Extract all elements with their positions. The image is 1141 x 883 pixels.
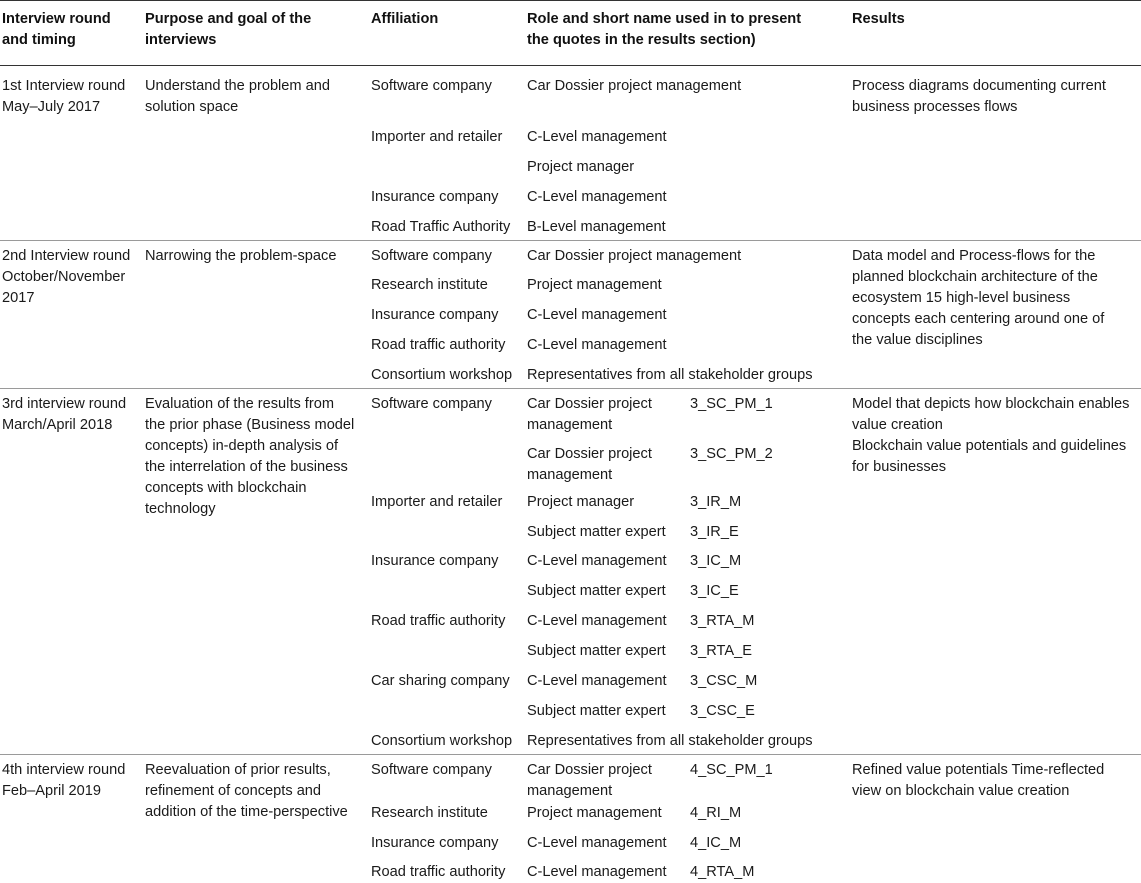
role-cell: Subject matter expert bbox=[527, 703, 666, 719]
role-cell: Subject matter expert bbox=[527, 643, 666, 659]
role-cell: B-Level management bbox=[527, 219, 666, 235]
short-name-cell: 3_IR_E bbox=[690, 524, 739, 540]
short-name-cell: 3_RTA_E bbox=[690, 643, 752, 659]
role-cell: C-Level management bbox=[527, 835, 667, 851]
round-2-divider bbox=[0, 388, 1141, 389]
role-cell: C-Level management bbox=[527, 864, 667, 880]
short-name-cell: 3_IC_E bbox=[690, 583, 739, 599]
round-4-purpose: Reevaluation of prior results, refinement of concepts and addition of the time-perspective bbox=[145, 762, 348, 820]
round-3-purpose: Evaluation of the results from the prior phase (Business model concepts) in-depth analysis of the interrelation of the business concepts with blockchain technology bbox=[145, 396, 355, 517]
affiliation-cell: Importer and retailer bbox=[371, 494, 503, 510]
short-name-cell: 4_RI_M bbox=[690, 805, 742, 821]
round-1-results: Process diagrams documenting current business processes flows bbox=[852, 78, 1106, 115]
short-name-cell: 3_IR_M bbox=[690, 494, 742, 510]
role-cell: Project management bbox=[527, 277, 662, 293]
header-results: Results bbox=[852, 11, 905, 27]
affiliation-cell: Road traffic authority bbox=[371, 864, 506, 880]
role-cell: C-Level management bbox=[527, 189, 667, 205]
affiliation-cell: Car sharing company bbox=[371, 673, 510, 689]
role-cell: Car Dossier project management bbox=[527, 762, 652, 799]
affiliation-cell: Software company bbox=[371, 396, 492, 412]
round-2-purpose: Narrowing the problem-space bbox=[145, 248, 337, 264]
round-3-divider bbox=[0, 754, 1141, 755]
short-name-cell: 3_SC_PM_2 bbox=[690, 446, 773, 462]
role-cell: Representatives from all stakeholder groups bbox=[527, 367, 813, 383]
affiliation-cell: Road Traffic Authority bbox=[371, 219, 511, 235]
role-cell: Project management bbox=[527, 805, 662, 821]
affiliation-cell: Insurance company bbox=[371, 835, 499, 851]
affiliation-cell: Research institute bbox=[371, 805, 488, 821]
round-1-purpose: Understand the problem and solution space bbox=[145, 78, 330, 115]
round-4-timing: 4th interview round Feb–April 2019 bbox=[2, 762, 126, 799]
short-name-cell: 3_CSC_M bbox=[690, 673, 758, 689]
affiliation-cell: Insurance company bbox=[371, 307, 499, 323]
round-3-timing: 3rd interview round March/April 2018 bbox=[2, 396, 127, 433]
role-cell: Subject matter expert bbox=[527, 524, 666, 540]
round-1-divider bbox=[0, 240, 1141, 241]
role-cell: Project manager bbox=[527, 494, 635, 510]
affiliation-cell: Insurance company bbox=[371, 189, 499, 205]
short-name-cell: 4_IC_M bbox=[690, 835, 742, 851]
affiliation-cell: Insurance company bbox=[371, 553, 499, 569]
affiliation-cell: Importer and retailer bbox=[371, 129, 503, 145]
role-cell: C-Level management bbox=[527, 673, 667, 689]
affiliation-cell: Research institute bbox=[371, 277, 488, 293]
affiliation-cell: Road traffic authority bbox=[371, 613, 506, 629]
affiliation-cell: Software company bbox=[371, 248, 492, 264]
role-cell: C-Level management bbox=[527, 337, 667, 353]
short-name-cell: 3_SC_PM_1 bbox=[690, 396, 773, 412]
role-cell: Subject matter expert bbox=[527, 583, 666, 599]
role-cell: Car Dossier project management bbox=[527, 248, 742, 264]
round-2-timing: 2nd Interview round October/November 2017 bbox=[2, 248, 131, 306]
header-bottom-rule bbox=[0, 65, 1141, 66]
header-affiliation: Affiliation bbox=[371, 11, 439, 27]
role-cell: C-Level management bbox=[527, 553, 667, 569]
round-2-results: Data model and Process-flows for the planned blockchain architecture of the ecosystem 15 high-level business concepts each centering around one of the value disciplines bbox=[852, 248, 1105, 348]
role-cell: C-Level management bbox=[527, 307, 667, 323]
affiliation-cell: Road traffic authority bbox=[371, 337, 506, 353]
short-name-cell: 4_SC_PM_1 bbox=[690, 762, 773, 778]
round-3-results: Model that depicts how blockchain enables value creation Blockchain value potentials and guidelines for businesses bbox=[852, 396, 1130, 475]
short-name-cell: 3_RTA_M bbox=[690, 613, 755, 629]
role-cell: Car Dossier project management bbox=[527, 78, 742, 94]
header-purpose: Purpose and goal of the interviews bbox=[145, 11, 312, 48]
affiliation-cell: Software company bbox=[371, 78, 492, 94]
short-name-cell: 3_IC_M bbox=[690, 553, 742, 569]
affiliation-cell: Consortium workshop bbox=[371, 367, 513, 383]
header-interview-round: Interview round and timing bbox=[2, 11, 111, 48]
role-cell: C-Level management bbox=[527, 613, 667, 629]
table-header-row bbox=[0, 0, 1141, 65]
role-cell: Car Dossier project management bbox=[527, 446, 652, 483]
role-cell: Car Dossier project management bbox=[527, 396, 652, 433]
affiliation-cell: Consortium workshop bbox=[371, 733, 513, 749]
header-role: Role and short name used in to present the quotes in the results section) bbox=[527, 11, 802, 48]
round-4-results: Refined value potentials Time-reflected view on blockchain value creation bbox=[852, 762, 1105, 799]
round-1-timing: 1st Interview round May–July 2017 bbox=[2, 78, 126, 115]
short-name-cell: 4_RTA_M bbox=[690, 864, 755, 880]
short-name-cell: 3_CSC_E bbox=[690, 703, 755, 719]
affiliation-cell: Software company bbox=[371, 762, 492, 778]
role-cell: Project manager bbox=[527, 159, 635, 175]
role-cell: Representatives from all stakeholder groups bbox=[527, 733, 813, 749]
role-cell: C-Level management bbox=[527, 129, 667, 145]
